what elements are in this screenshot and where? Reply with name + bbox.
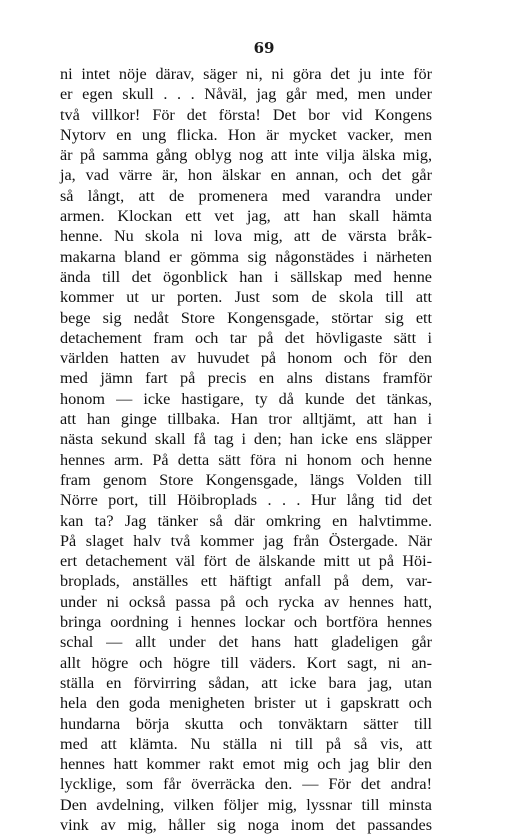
text-line: er egen skull . . . Nåväl, jag går med, men under xyxy=(60,85,432,104)
text-line: kommer ut ur porten. Just som de skola till att xyxy=(60,288,432,307)
text-line: ni intet nöje därav, säger ni, ni göra det ju inte för xyxy=(60,65,432,83)
text-line: henne. Nu skola ni lova mig, att de värsta bråk- xyxy=(60,227,432,246)
text-line: allt högre och högre till väders. Kort sagt, ni an- xyxy=(60,653,432,672)
text-line: Nytorv en ung flicka. Hon är mycket vacker, men xyxy=(60,125,432,144)
text-line: ställa en förvirring sådan, att icke bara jag, utan xyxy=(60,673,432,692)
text-line: vink av mig, håller sig noga inom det passandes xyxy=(60,815,432,834)
text-line: makarna bland er gömma sig någonstädes i närheten xyxy=(60,247,432,266)
text-line: ert detachement väl fört de älskande mitt ut på Höi- xyxy=(60,552,432,571)
text-line: hennes arm. På detta sätt föra ni honom och henne xyxy=(60,450,432,469)
text-line: Den avdelning, vilken följer mig, lyssnar till minsta xyxy=(60,795,432,814)
text-line: hennes hatt kommer rakt emot mig och jag blir den xyxy=(60,755,432,774)
text-line: armen. Klockan ett vet jag, att han skall hämta xyxy=(60,207,432,226)
text-line: med jämn fart på precis en alns distans framför xyxy=(60,369,432,388)
text-line: under ni också passa på och rycka av hennes hatt, xyxy=(60,592,432,611)
text-line: hundarna börja skutta och tonväktarn sätter till xyxy=(60,714,432,733)
text-line: med att klämta. Nu ställa ni till på så vis, att xyxy=(60,734,432,753)
text-line: broplads, anställes ett häftigt anfall på dem, var- xyxy=(60,572,432,591)
text-line: ända till det ögonblick han i sällskap med henne xyxy=(60,267,432,286)
text-line: att han ginge tillbaka. Han tror alltjämt, att han i xyxy=(60,410,432,429)
text-line: detachement fram och tar på det hövligaste sätt i xyxy=(60,328,432,347)
body-text xyxy=(60,64,432,835)
text-line: två villkor! För det första! Det bor vid Kongens xyxy=(60,105,432,124)
page-number: 69 xyxy=(253,39,275,57)
text-line: är på samma gång oblyg nog att inte vilja älska mig, xyxy=(60,146,432,165)
text-line: honom — icke hastigare, ty då kunde det tänkas, xyxy=(60,389,432,408)
text-line: lycklige, som får överräcka den. — För det andra! xyxy=(60,775,432,794)
text-line: världen hatten av huvudet på honom och för den xyxy=(60,349,432,368)
text-line: nästa sekund skall få tag i den; han icke ens släpper xyxy=(60,430,432,449)
text-line: fram genom Store Kongensgade, längs Volden till xyxy=(60,470,432,489)
text-line: hela den goda menigheten brister ut i gapskratt och xyxy=(60,694,432,713)
text-line: kan ta? Jag tänker så där omkring en halvtimme. xyxy=(60,511,432,530)
text-line: bringa oordning i hennes lockar och bortföra hennes xyxy=(60,613,432,632)
text-line: bege sig nedåt Store Kongensgade, störtar sig ett xyxy=(60,308,432,327)
text-line: Nörre port, till Höibroplads . . . Hur lång tid det xyxy=(60,491,432,510)
text-line: schal — allt under det hans hatt gladeligen går xyxy=(60,633,432,652)
text-line: ja, vad värre är, hon älskar en annan, och det går xyxy=(60,166,432,185)
text-line: På slaget halv två kommer jag från Östergade. När xyxy=(60,531,432,550)
text-line: så långt, att de promenera med varandra under xyxy=(60,186,432,205)
